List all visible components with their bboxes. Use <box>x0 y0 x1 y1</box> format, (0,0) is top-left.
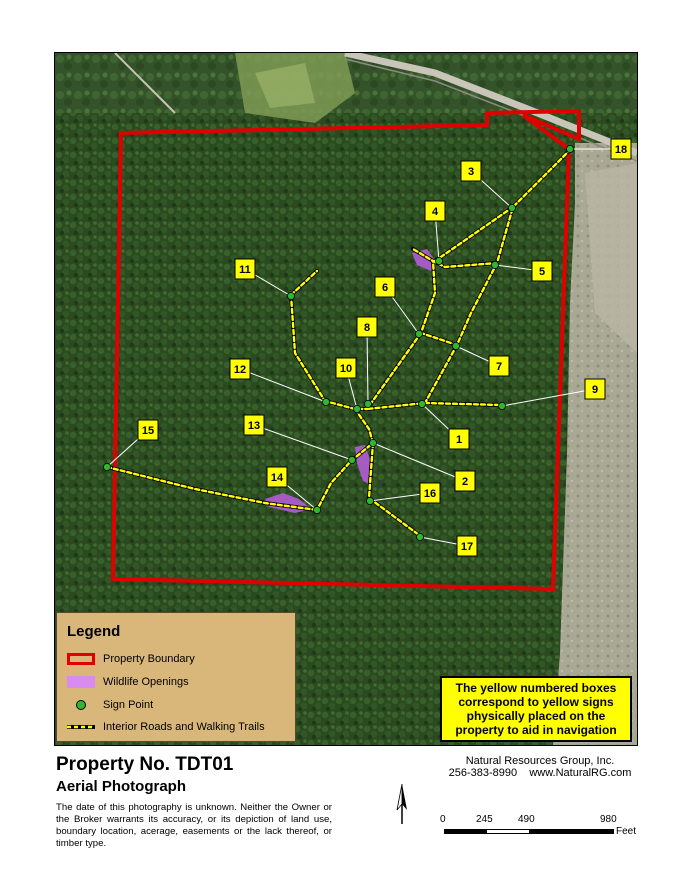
sign-number: 13 <box>247 420 261 432</box>
note-line: physically placed on the <box>466 709 606 723</box>
navigation-note <box>440 676 632 742</box>
sign-number: 5 <box>538 266 546 278</box>
legend-item-wildlife-openings <box>67 674 189 690</box>
company-name: Natural Resources Group, Inc. <box>465 755 615 767</box>
boundary-swatch <box>67 653 95 665</box>
scale-bar <box>440 814 640 844</box>
sign-point-15 <box>103 463 110 470</box>
scale-tick: 490 <box>518 814 535 825</box>
legend-label: Interior Roads and Walking Trails <box>103 721 265 733</box>
sign-point-swatch <box>67 699 95 711</box>
sign-number: 11 <box>239 264 251 276</box>
sign-number: 6 <box>381 282 389 294</box>
sign-point-16 <box>366 497 373 504</box>
sign-label-14 <box>267 467 287 487</box>
sign-number: 7 <box>495 361 503 373</box>
map-title: Property No. TDT01 <box>56 754 234 775</box>
sign-point-2 <box>369 439 376 446</box>
legend-item-trails <box>67 719 265 735</box>
note-line: property to aid in navigation <box>455 723 617 737</box>
sign-number: 17 <box>460 541 474 553</box>
legend-label: Property Boundary <box>103 653 195 665</box>
sign-point-12 <box>322 398 329 405</box>
scale-bar-graphic <box>444 829 614 834</box>
scale-tick: 980 <box>600 814 617 825</box>
legend-item-property-boundary <box>67 651 195 667</box>
sign-label-17 <box>457 536 477 556</box>
sign-point-18 <box>566 145 573 152</box>
sign-number: 18 <box>614 144 628 156</box>
sign-label-10 <box>336 358 356 378</box>
sign-point-7 <box>452 342 459 349</box>
sign-label-5 <box>532 261 552 281</box>
map-subtitle: Aerial Photograph <box>56 778 187 795</box>
sign-label-13 <box>244 415 264 435</box>
sign-number: 4 <box>431 206 439 218</box>
sign-number: 2 <box>461 476 469 488</box>
sign-number: 8 <box>363 322 371 334</box>
sign-number: 9 <box>591 384 599 396</box>
sign-point-3 <box>508 204 515 211</box>
scale-unit: Feet <box>616 826 637 837</box>
sign-label-11 <box>235 259 255 279</box>
sign-number: 1 <box>455 434 463 446</box>
legend-item-sign-point <box>67 697 153 713</box>
sign-label-1 <box>449 429 469 449</box>
legend <box>56 612 296 742</box>
sign-label-4 <box>425 201 445 221</box>
note-line: correspond to yellow signs <box>458 695 614 709</box>
scale-tick: 245 <box>476 814 493 825</box>
sign-label-12 <box>230 359 250 379</box>
sign-point-9 <box>498 402 505 409</box>
company-info <box>440 755 640 779</box>
sign-label-2 <box>455 471 475 491</box>
sign-label-8 <box>357 317 377 337</box>
opening-swatch <box>67 676 95 688</box>
legend-label: Sign Point <box>103 699 154 711</box>
sign-number: 14 <box>270 472 284 484</box>
legend-label: Wildlife Openings <box>103 676 189 688</box>
sign-label-15 <box>138 420 158 440</box>
sign-point-5 <box>491 261 498 268</box>
sign-number: 12 <box>233 364 247 376</box>
note-line: The yellow numbered boxes <box>455 681 617 695</box>
sign-point-17 <box>416 533 423 540</box>
sign-label-9 <box>585 379 605 399</box>
legend-title: Legend <box>67 623 121 640</box>
sign-point-4 <box>435 257 442 264</box>
sign-number: 16 <box>423 488 437 500</box>
disclaimer: The date of this photography is unknown. Neither the Owner or the Broker warrants its accuracy, or its depiction of land use, boundary location, acerage, easements or the lack thereof, or timber type. <box>56 802 332 849</box>
sign-point-6 <box>415 330 422 337</box>
company-contact: 256-383-8990 www.NaturalRG.com <box>448 767 632 779</box>
sign-label-6 <box>375 277 395 297</box>
sign-label-7 <box>489 356 509 376</box>
sign-number: 3 <box>467 166 475 178</box>
sign-point-11 <box>287 292 294 299</box>
sign-point-8 <box>364 400 371 407</box>
scale-tick: 0 <box>440 814 446 825</box>
sign-point-13 <box>348 456 355 463</box>
sign-label-16 <box>420 483 440 503</box>
sign-number: 15 <box>141 425 155 437</box>
sign-point-14 <box>313 506 320 513</box>
sign-point-10 <box>353 405 360 412</box>
sign-label-18 <box>611 139 631 159</box>
sign-label-3 <box>461 161 481 181</box>
sign-number: 10 <box>339 363 353 375</box>
north-arrow-icon <box>396 784 408 824</box>
trail-swatch <box>67 721 95 733</box>
sign-point-1 <box>418 400 425 407</box>
